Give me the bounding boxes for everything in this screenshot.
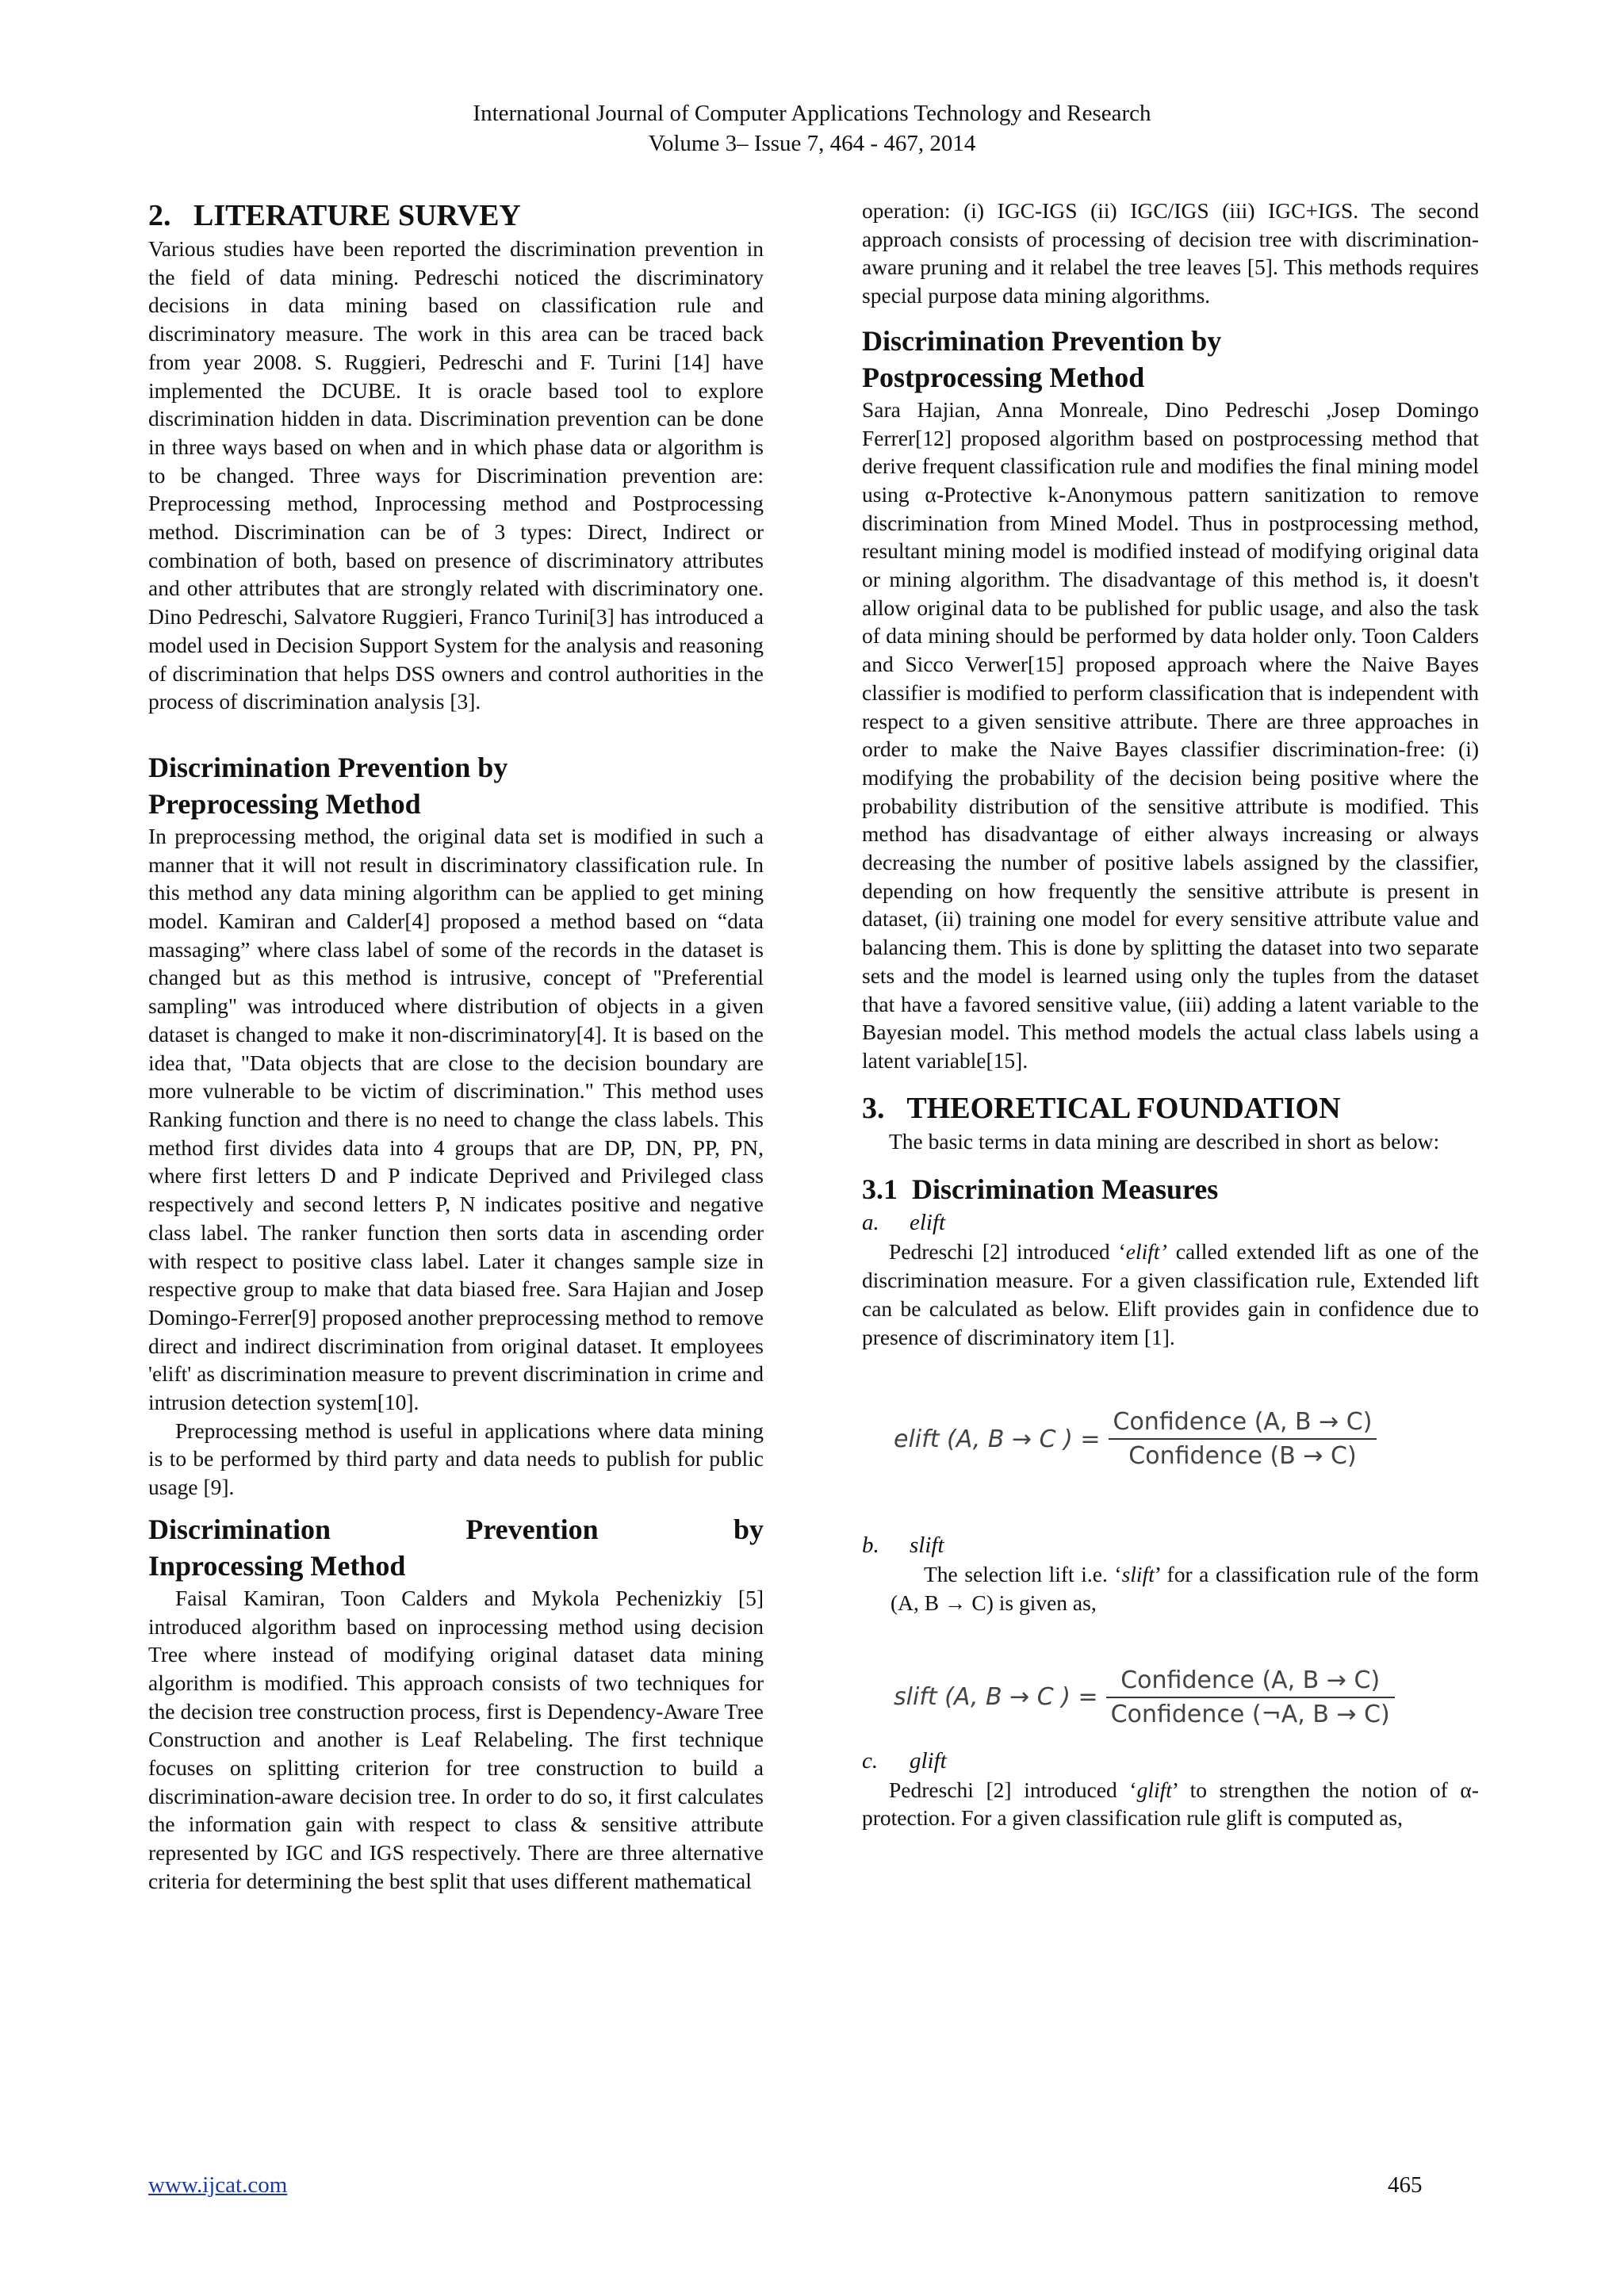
slift-denominator: Confidence (¬A, B → C)	[1110, 1700, 1390, 1728]
elift-text-em: elift’	[1125, 1239, 1167, 1265]
inprocessing-heading-line2: Inprocessing Method	[148, 1549, 406, 1582]
elift-formula-lhs: elift (A, B → C ) =	[894, 1425, 1101, 1453]
preprocessing-usage-paragraph: Preprocessing method is useful in applications where data mining is to be performed by third party and data needs to publish for public usage [9].	[148, 1418, 764, 1500]
slift-item-letter: b.	[862, 1533, 879, 1559]
slift-text-em: slift	[1121, 1562, 1155, 1587]
journal-header	[0, 98, 1624, 159]
slift-item-name: slift	[910, 1533, 944, 1559]
preprocessing-heading-line1: Discrimination Prevention by	[148, 751, 508, 783]
elift-item-name: elift	[910, 1210, 946, 1236]
elift-denominator: Confidence (B → C)	[1128, 1442, 1357, 1471]
journal-volume: Volume 3– Issue 7, 464 - 467, 2014	[648, 131, 976, 156]
glift-text-start: Pedreschi [2] introduced ‘	[889, 1777, 1137, 1802]
glift-text-em: glift	[1136, 1777, 1172, 1802]
elift-text-end: called extended lift as one of the discrimination measure. For a given classification rule, Extended lift can be calculated as below. Elift provides gain in confidence due to presence of discriminatory item [1].	[862, 1239, 1479, 1349]
preprocessing-heading	[148, 749, 764, 822]
elift-item-letter: a.	[862, 1210, 879, 1236]
page-number: 465	[1388, 2172, 1423, 2198]
postprocessing-heading	[862, 323, 1479, 396]
glift-item-name: glift	[910, 1747, 947, 1774]
slift-text-end: ’ for a classification rule of the form (A, B → C) is given as,	[891, 1562, 1479, 1615]
inprocessing-paragraph: Faisal Kamiran, Toon Calders and Mykola Pechenizkiy [5] introduced algorithm based on inprocessing method using decision Tree where instead of modifying original dataset data mining algorithm is modified. This approach consists of two techniques for the decision tree construction process, first is Dependency-Aware Tree Construction and another is Leaf Relabeling. The first technique focuses on splitting criterion for tree construction to build a discrimination-aware decision tree. In order to do so, it first calculates the information gain with respect to class & sensitive attribute represented by IGC and IGS respectively. There are three alternative criteria for determining the best split that uses different mathematical	[148, 1585, 764, 1893]
elift-item-label	[862, 1207, 1479, 1238]
slift-fraction-bar	[1106, 1697, 1395, 1698]
glift-item-letter: c.	[862, 1747, 879, 1774]
left-column	[148, 197, 764, 1896]
slift-text-start: The selection lift i.e. ‘	[924, 1562, 1122, 1587]
glift-text-end: ’ to strengthen the notion of α-protection. For a given classification rule glift is computed as,	[862, 1777, 1479, 1831]
postprocessing-paragraph: Sara Hajian, Anna Monreale, Dino Pedreschi ,Josep Domingo Ferrer[12] proposed algorithm based on postprocessing method that derive frequent classification rule and modifies the final mining model using α-Protective k-Anonymous pattern sanitization to remove discrimination from Mined Model. Thus in postprocessing method, resultant mining model is modified instead of modifying original data or mining algorithm. The disadvantage of this method is, it doesn't allow original data to be published for public usage, and also the task of data mining should be performed by data holder only. Toon Calders and Sicco Verwer[15] proposed approach where the Naive Bayes classifier is modified to perform classification that is independent with respect to a given sensitive attribute. There are three approaches in order to make the Naive Bayes classifier discrimination-free: (i) modifying the probability of the decision being positive where the probability distribution of the sensitive attribute is modified. This method has disadvantage of either always increasing or always decreasing the number of positive labels assigned by the classifier, depending on how frequently the sensitive attribute is present in dataset, (ii) training one model for every sensitive attribute value and balancing them. This is done by splitting the dataset into two separate sets and the model is learned using only the tuples from the dataset that have a favored sensitive value, (iii) adding a latent variable to the Bayesian model. This method models the actual class labels using a latent variable[15].	[862, 396, 1479, 1073]
elift-paragraph	[862, 1238, 1479, 1351]
elift-formula	[894, 1408, 1479, 1470]
slift-formula	[894, 1667, 1479, 1728]
section-2-heading: 2. LITERATURE SURVEY	[148, 199, 521, 232]
inprocessing-continued-paragraph: operation: (i) IGC-IGS (ii) IGC/IGS (iii) IGC+IGS. The second approach consists of processing of decision tree with discrimination-aware pruning and it relabel the tree leaves [5]. This methods requires special purpose data mining algorithms.	[862, 198, 1479, 308]
elift-text-start: Pedreschi [2] introduced ‘	[889, 1239, 1126, 1265]
glift-item-label	[862, 1746, 1479, 1776]
section-3-heading: 3. THEORETICAL FOUNDATION	[862, 1091, 1341, 1125]
inprocessing-heading-line1: Discrimination Prevention by	[148, 1513, 764, 1545]
slift-fraction	[1106, 1667, 1395, 1728]
slift-numerator: Confidence (A, B → C)	[1120, 1666, 1381, 1694]
right-column	[862, 197, 1479, 1832]
postprocessing-heading-line2: Postprocessing Method	[862, 361, 1145, 393]
literature-survey-paragraph: Various studies have been reported the discrimination prevention in the field of data mining. Pedreschi noticed the discriminatory decisions in data mining based on classification rule and discriminatory measure. The work in this area can be traced back from year 2008. S. Ruggieri, Pedreschi and F. Turini [14] have implemented the DCUBE. It is oracle based tool to explore discrimination hidden in data. Discrimination prevention can be done in three ways based on when and in which phase data or algorithm is to be changed. Three ways for Discrimination prevention are: Preprocessing method, Inprocessing method and Postprocessing method. Discrimination can be of 3 types: Direct, Indirect or combination of both, based on presence of discriminatory attributes and other attributes that are strongly related with discriminatory one. Dino Pedreschi, Salvatore Ruggieri, Franco Turini[3] has introduced a model used in Decision Support System for the analysis and reasoning of discrimination that helps DSS owners and control authorities in the process of discrimination analysis [3].	[148, 236, 764, 714]
elift-fraction	[1109, 1408, 1377, 1470]
preprocessing-heading-line2: Preprocessing Method	[148, 787, 421, 820]
preprocessing-paragraph: In preprocessing method, the original data set is modified in such a manner that it will not result in discriminatory classification rule. In this method any data mining algorithm can be applied to get mining model. Kamiran and Calder[4] proposed a method based on “data massaging” where class label of some of the records in the dataset is changed but as this method is intrusive, concept of "Preferential sampling" was introduced where distribution of objects in a given dataset is changed to make it non-discriminatory[4]. It is based on the idea that, "Data objects that are close to the decision boundary are more vulnerable to be victim of discrimination." This method uses Ranking function and there is no need to change the class labels. This method first divides data into 4 groups that are DP, DN, PP, PN, where first letters D and P indicate Deprived and Privileged class respectively and second letters P, N indicates positive and negative class label. The ranker function then sorts data in ascending order with respect to positive class label. Later it changes sample size in respective group to make that data biased free. Sara Hajian and Josep Domingo-Ferrer[9] proposed another preprocessing method to remove direct and indirect discrimination from original dataset. It employees 'elift' as discrimination measure to prevent discrimination in crime and intrusion detection system[10].	[148, 823, 764, 1415]
inprocessing-heading	[148, 1511, 764, 1584]
journal-website-link[interactable]: www.ijcat.com	[148, 2172, 288, 2198]
section-3-1-heading: 3.1 Discrimination Measures	[862, 1173, 1219, 1206]
postprocessing-heading-line1: Discrimination Prevention by	[862, 324, 1222, 357]
theoretical-foundation-paragraph: The basic terms in data mining are described in short as below:	[889, 1128, 1440, 1154]
slift-formula-lhs: slift (A, B → C ) =	[894, 1683, 1098, 1712]
slift-paragraph	[862, 1560, 1479, 1617]
slift-item-label	[862, 1530, 1479, 1560]
elift-fraction-bar	[1109, 1438, 1377, 1440]
journal-title: International Journal of Computer Applications Technology and Research	[473, 101, 1151, 126]
glift-paragraph	[862, 1776, 1479, 1832]
elift-numerator: Confidence (A, B → C)	[1113, 1408, 1373, 1437]
